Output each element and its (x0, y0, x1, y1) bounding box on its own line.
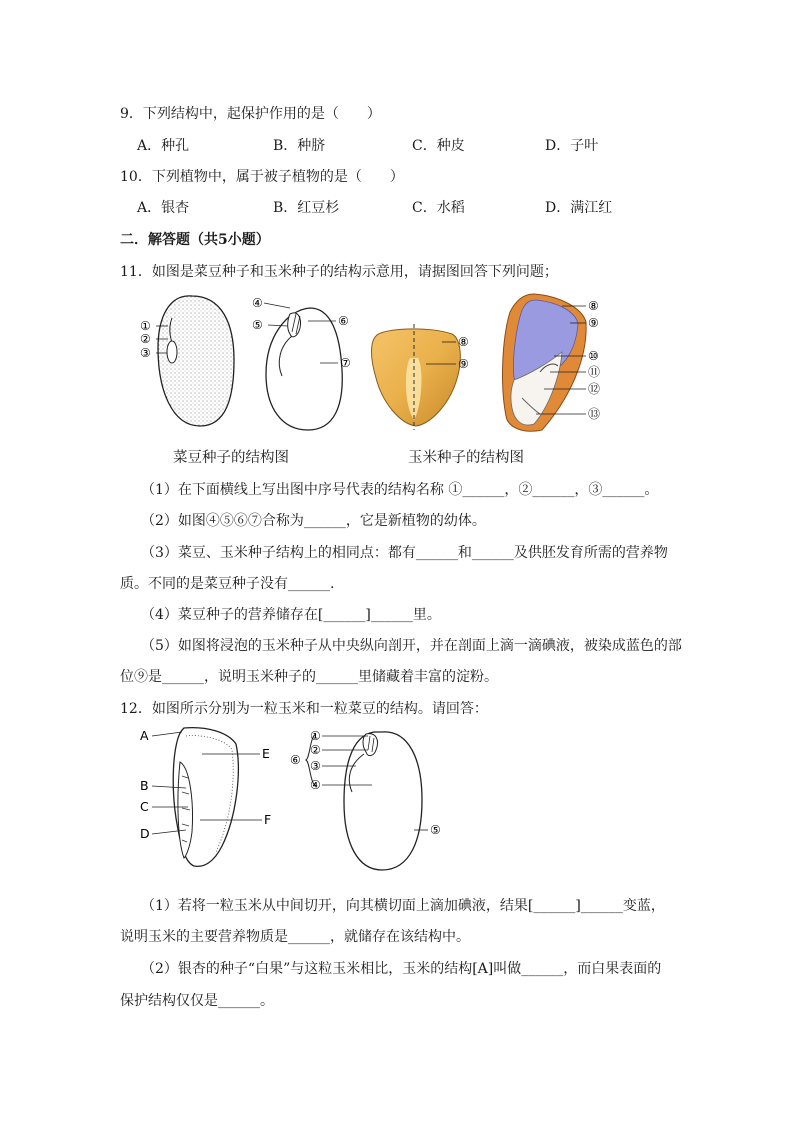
bean-label-6: ⑥ (338, 314, 349, 328)
q11-part-1: （1）在下面横线上写出图中序号代表的结构名称 ①______，②______，③______。 (141, 482, 659, 498)
q11-part-4: （4）菜豆种子的营养储存在[______]______里。 (141, 607, 441, 623)
q12-bean-label-2: ② (310, 743, 321, 757)
bean-label-4: ④ (252, 296, 263, 310)
q10-option-b: B．红豆杉 (273, 200, 340, 216)
q10-stem: 10．下列植物中，属于被子植物的是（ ） (120, 169, 404, 185)
q9-stem: 9．下列结构中，起保护作用的是（ ） (120, 106, 381, 122)
q10-option-a: A．银杏 (137, 200, 190, 216)
bean-label-2: ② (140, 332, 151, 346)
q12-label-c: C (140, 799, 149, 814)
q12-bean-label-1: ① (310, 729, 321, 743)
bean-label-5: ⑤ (252, 318, 263, 332)
corn-label-9b: ⑨ (588, 316, 599, 330)
q12-bean-drawing (306, 732, 428, 870)
q12-bean-label-3: ③ (310, 759, 321, 773)
q12-label-a: A (140, 728, 149, 743)
q9-option-b: B．种脐 (273, 138, 326, 154)
bean-label-3: ③ (140, 346, 151, 360)
bean-label-7: ⑦ (340, 356, 351, 370)
bean-label-1: ① (140, 319, 151, 333)
q11-part-5: （5）如图将浸泡的玉米种子从中央纵向剖开，并在剖面上滴一滴碘液，被染成蓝色的部 (141, 638, 682, 654)
corn-kernel-drawing (372, 324, 461, 430)
q12-bean-label-4: ④ (310, 778, 321, 792)
q12-label-d: D (140, 826, 150, 841)
q11-figure (130, 288, 610, 436)
corn-label-10: ⑩ (588, 349, 599, 363)
q12-part-2: （2）银杏的种子“白果”与这粒玉米相比，玉米的结构[A]叫做______，而白果表面的 (141, 961, 662, 977)
corn-label-13: ⑬ (588, 407, 601, 421)
q12-part-1b: 说明玉米的主要营养物质是______，就储存在该结构中。 (120, 929, 470, 945)
corn-label-9a: ⑨ (458, 357, 469, 371)
q11-stem: 11．如图是菜豆种子和玉米种子的结构示意用，请据图回答下列问题； (120, 264, 558, 280)
corn-label-11: ⑪ (588, 365, 601, 379)
q12-part-1: （1）若将一粒玉米从中间切开，向其横切面上滴加碘液，结果[______]______变蓝， (141, 898, 665, 914)
bean-caption: 菜豆种子的结构图 (173, 450, 289, 466)
q9-option-c: C．种皮 (412, 138, 465, 154)
q12-part-2b: 保护结构仅仅是______。 (120, 993, 274, 1009)
q9-option-a: A．种孔 (137, 138, 190, 154)
section-heading: 二．解答题（共5小题） (120, 232, 270, 248)
q12-corn-drawing (152, 728, 262, 867)
q9-option-d: D．子叶 (545, 138, 599, 154)
q12-bean-label-6: ⑥ (290, 753, 301, 767)
q11-part-3: （3）菜豆、玉米种子结构上的相同点：都有______和______及供胚发育所需的营养物 (141, 545, 668, 561)
corn-caption: 玉米种子的结构图 (408, 450, 524, 466)
q11-part-5b: 位⑨是______，说明玉米种子的______里储藏着丰富的淀粉。 (120, 669, 498, 685)
q12-label-f: F (264, 812, 272, 827)
corn-label-12: ⑫ (588, 382, 601, 396)
q12-bean-label-5: ⑤ (430, 823, 441, 837)
corn-section-drawing (503, 294, 587, 431)
q10-option-c: C．水稻 (412, 200, 465, 216)
bean-exterior-drawing (156, 296, 234, 426)
corn-label-8a: ⑧ (458, 335, 469, 349)
q10-option-d: D．满江红 (545, 200, 613, 216)
q11-part-3b: 质。不同的是菜豆种子没有______. (120, 576, 335, 592)
q12-figure (136, 722, 456, 876)
corn-label-8b: ⑧ (588, 299, 599, 313)
q12-label-b: B (140, 778, 149, 793)
q12-label-e: E (262, 746, 270, 761)
q11-part-2: （2）如图④⑤⑥⑦合称为______，它是新植物的幼体。 (141, 513, 486, 529)
bean-interior-drawing (264, 303, 342, 430)
q12-stem: 12．如图所示分别为一粒玉米和一粒菜豆的结构。请回答： (120, 701, 488, 717)
